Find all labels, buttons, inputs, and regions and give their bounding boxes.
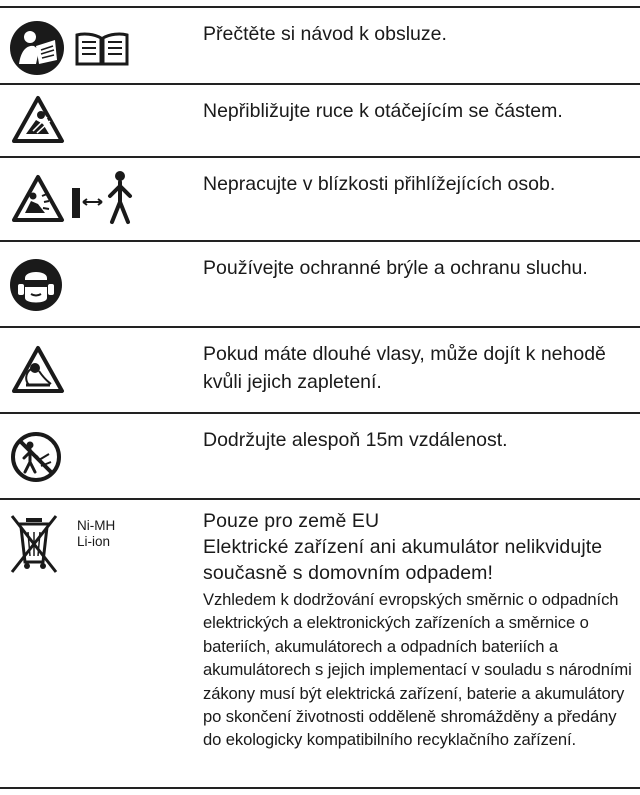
rotating-parts-warning-icon [11, 95, 65, 145]
table-row [0, 240, 640, 326]
no-persons-nearby-icon [9, 430, 63, 484]
table-row [0, 326, 640, 412]
battery-label-liion: Li-ion [77, 534, 111, 549]
instruction-text: Přečtěte si návod k obsluze. [203, 23, 447, 45]
instruction-text: Nepracujte v blízkosti přihlížejících osob. [203, 173, 556, 195]
eye-ear-protection-icon [9, 258, 63, 312]
book-icon [74, 30, 130, 68]
table-row [0, 83, 640, 156]
eu-only-title: Pouze pro země EU [203, 510, 380, 532]
flying-debris-warning-icon [11, 174, 65, 224]
table-row [0, 412, 640, 498]
instruction-text: Používejte ochranné brýle a ochranu sluchu. [203, 257, 588, 279]
battery-type-labels [77, 518, 115, 550]
read-manual-icon [9, 20, 65, 76]
table-row [0, 498, 640, 789]
disposal-warning: Elektrické zařízení ani akumulátor nelikvidujte současně s domovním odpadem! [203, 536, 603, 584]
crossed-out-bin-icon [8, 512, 60, 576]
instruction-text: Dodržujte alespoň 15m vzdálenost. [203, 429, 508, 451]
table-row [0, 6, 640, 83]
instruction-text: Pokud máte dlouhé vlasy, může dojít k nehodě kvůli jejich zapletení. [203, 343, 606, 393]
battery-label-nimh: Ni-MH [77, 518, 116, 533]
instruction-text: Nepřibližujte ruce k otáčejícím se částem. [203, 100, 563, 122]
long-hair-warning-icon [11, 345, 65, 395]
keep-distance-person-icon [72, 168, 144, 226]
table-row [0, 156, 640, 240]
disposal-text-block [203, 508, 635, 752]
disposal-directive-text: Vzhledem k dodržování evropských směrnic o odpadních elektrických a elektronických zařízeních a směrnice o bateriích, akumulátorech a odpadních bateriích a akumulátorech s jejich implementací v souladu s národními zákony musí být elektrická zařízení, baterie a akumulátory po skončení životnosti odděleně shromážděny a předány do ekologicky kompatibilního recyklačního zařízení. [203, 590, 632, 750]
